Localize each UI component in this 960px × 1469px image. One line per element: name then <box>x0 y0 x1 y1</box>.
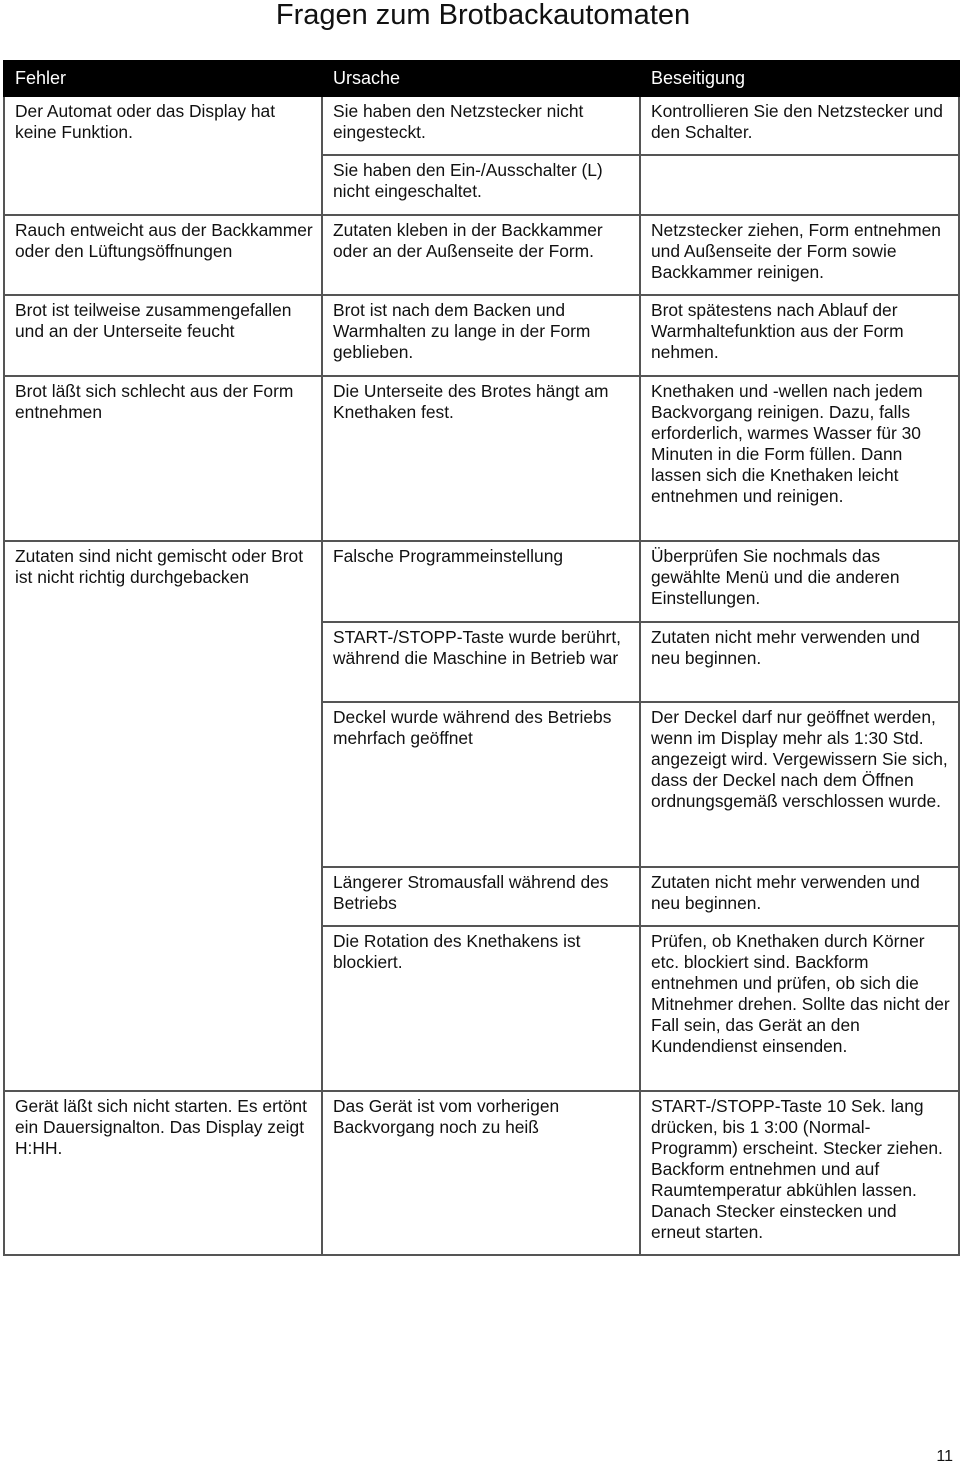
header-problem: Fehler <box>4 61 322 96</box>
table-row <box>4 867 959 926</box>
problem-cell <box>4 155 322 215</box>
table-row <box>4 1091 959 1255</box>
remedy-cell: START-/STOPP-Taste 10 Sek. lang drücken, bis 1 3:00 (Normal-Programm) erscheint. Stecker ziehen. Backform entnehmen und auf Raumtemperatur abkühlen lassen. Danach Stecker einstecken und erneut starten. <box>640 1091 959 1255</box>
cause-cell: Die Unterseite des Brotes hängt am Knethaken fest. <box>322 376 640 541</box>
cause-cell: Falsche Programmeinstellung <box>322 541 640 622</box>
cause-cell: Längerer Stromausfall während des Betriebs <box>322 867 640 926</box>
table-row <box>4 96 959 155</box>
remedy-cell: Prüfen, ob Knethaken durch Körner etc. blockiert sind. Backform entnehmen und prüfen, ob sich die Mitnehmer drehen. Sollte das nicht der Fall sein, das Gerät an den Kundendienst einsenden. <box>640 926 959 1091</box>
remedy-cell: Überprüfen Sie nochmals das gewählte Menü und die anderen Einstellungen. <box>640 541 959 622</box>
problem-cell: Gerät läßt sich nicht starten. Es ertönt ein Dauersignalton. Das Display zeigt H:HH. <box>4 1091 322 1255</box>
problem-cell <box>4 867 322 926</box>
problem-cell: Brot läßt sich schlecht aus der Form entnehmen <box>4 376 322 541</box>
table-header-row <box>4 61 959 96</box>
table-row <box>4 622 959 702</box>
problem-cell: Der Automat oder das Display hat keine Funktion. <box>4 96 322 155</box>
troubleshooting-table <box>3 60 960 1256</box>
cause-cell: Sie haben den Ein-/Ausschalter (L) nicht eingeschaltet. <box>322 155 640 215</box>
remedy-cell: Knethaken und -wellen nach jedem Backvorgang reinigen. Dazu, falls erforderlich, warmes Wasser für 30 Minuten in die Form füllen. Dann lassen sich die Knethaken leicht entnehmen und reinigen. <box>640 376 959 541</box>
table-row <box>4 926 959 1091</box>
problem-cell: Rauch entweicht aus der Backkammer oder den Lüftungsöffnungen <box>4 215 322 295</box>
cause-cell: Die Rotation des Knethakens ist blockiert. <box>322 926 640 1091</box>
problem-cell <box>4 702 322 867</box>
page-number: 11 <box>936 1448 953 1465</box>
cause-cell: Sie haben den Netzstecker nicht eingesteckt. <box>322 96 640 155</box>
remedy-cell: Brot spätestens nach Ablauf der Warmhaltefunktion aus der Form nehmen. <box>640 295 959 376</box>
header-remedy: Beseitigung <box>640 61 959 96</box>
table-row <box>4 541 959 622</box>
remedy-cell: Kontrollieren Sie den Netzstecker und den Schalter. <box>640 96 959 155</box>
remedy-cell <box>640 155 959 215</box>
cause-cell: Zutaten kleben in der Backkammer oder an der Außenseite der Form. <box>322 215 640 295</box>
remedy-cell: Netzstecker ziehen, Form entnehmen und Außenseite der Form sowie Backkammer reinigen. <box>640 215 959 295</box>
cause-cell: START-/STOPP-Taste wurde berührt, während die Maschine in Betrieb war <box>322 622 640 702</box>
remedy-cell: Zutaten nicht mehr verwenden und neu beginnen. <box>640 867 959 926</box>
table-row <box>4 155 959 215</box>
table-row <box>4 702 959 867</box>
table-row <box>4 376 959 541</box>
problem-cell: Brot ist teilweise zusammengefallen und an der Unterseite feucht <box>4 295 322 376</box>
table-row <box>4 215 959 295</box>
remedy-cell: Zutaten nicht mehr verwenden und neu beginnen. <box>640 622 959 702</box>
cause-cell: Brot ist nach dem Backen und Warmhalten zu lange in der Form geblieben. <box>322 295 640 376</box>
problem-cell <box>4 622 322 702</box>
page-title: Fragen zum Brotbackautomaten <box>275 0 691 31</box>
problem-cell <box>4 926 322 1091</box>
cause-cell: Deckel wurde während des Betriebs mehrfach geöffnet <box>322 702 640 867</box>
problem-cell: Zutaten sind nicht gemischt oder Brot ist nicht richtig durchgebacken <box>4 541 322 622</box>
table-row <box>4 295 959 376</box>
header-cause: Ursache <box>322 61 640 96</box>
cause-cell: Das Gerät ist vom vorherigen Backvorgang noch zu heiß <box>322 1091 640 1255</box>
remedy-cell: Der Deckel darf nur geöffnet werden, wenn im Display mehr als 1:30 Std. angezeigt wird. Vergewissern Sie sich, dass der Deckel nach dem Öffnen ordnungsgemäß verschlossen wurde. <box>640 702 959 867</box>
